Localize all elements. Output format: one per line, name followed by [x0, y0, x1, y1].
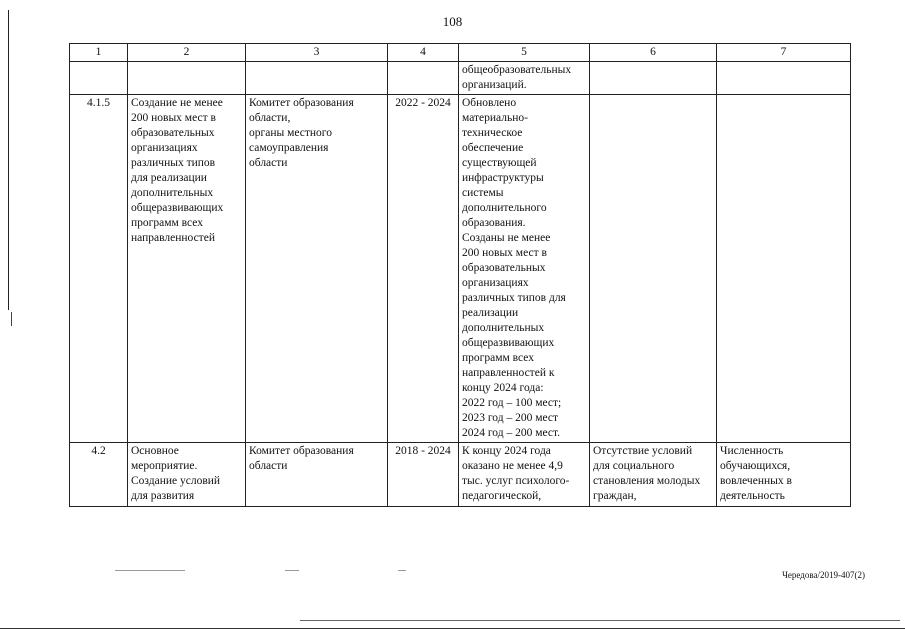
footer-code: Чередова/2019-407(2): [782, 570, 865, 580]
consequence: Отсутствие условий для социального становления молодых граждан,: [590, 443, 717, 507]
margin-tick: [11, 312, 12, 326]
scan-line: [0, 628, 905, 629]
table-cell: [388, 62, 459, 95]
indicator: [717, 95, 851, 443]
table-cell: [590, 62, 717, 95]
measure-name: Основное мероприятие. Создание условий для развития: [128, 443, 246, 507]
expected-result: Обновлено материально- техническое обеспечение существующей инфраструктуры системы дополнительного образования. Созданы не менее 200 новых мест в образовательных организациях различных типов для реализации дополнительных общеразвивающих программ всех направленностей к концу 2024 года: 2022 год – 100 мест; 2023 год – 200 мест 2024 год – 200 мест.: [459, 95, 590, 443]
header-cell: 4: [388, 44, 459, 62]
scan-line: [300, 620, 900, 621]
scan-artifact: [285, 570, 299, 571]
expected-result: К концу 2024 года оказано не менее 4,9 тыс. услуг психолого- педагогической,: [459, 443, 590, 507]
scan-artifact: [398, 570, 406, 571]
table-cell: [70, 62, 128, 95]
consequence: [590, 95, 717, 443]
margin-line: [8, 10, 9, 310]
table-cell: общеобразовательных организаций.: [459, 62, 590, 95]
row-number: 4.1.5: [70, 95, 128, 443]
header-cell: 5: [459, 44, 590, 62]
table-row: [70, 443, 851, 507]
scan-artifact: [115, 570, 185, 571]
responsible-party: Комитет образования области: [246, 443, 388, 507]
page-number: 108: [442, 14, 463, 29]
table-cell: [128, 62, 246, 95]
period: 2018 - 2024: [388, 443, 459, 507]
table-cell: [246, 62, 388, 95]
table-cell: [717, 62, 851, 95]
header-cell: 6: [590, 44, 717, 62]
table-header-row: [70, 44, 851, 62]
table-row: [70, 95, 851, 443]
responsible-party: Комитет образования области, органы местного самоуправления области: [246, 95, 388, 443]
period: 2022 - 2024: [388, 95, 459, 443]
header-cell: 2: [128, 44, 246, 62]
table-row: [70, 62, 851, 95]
row-number: 4.2: [70, 443, 128, 507]
header-cell: 1: [70, 44, 128, 62]
indicator: Численность обучающихся, вовлеченных в деятельность: [717, 443, 851, 507]
measure-name: Создание не менее 200 новых мест в образовательных организациях различных типов для реализации дополнительных общеразвивающих программ всех направленностей: [128, 95, 246, 443]
header-cell: 7: [717, 44, 851, 62]
measures-table: [69, 43, 851, 507]
header-cell: 3: [246, 44, 388, 62]
